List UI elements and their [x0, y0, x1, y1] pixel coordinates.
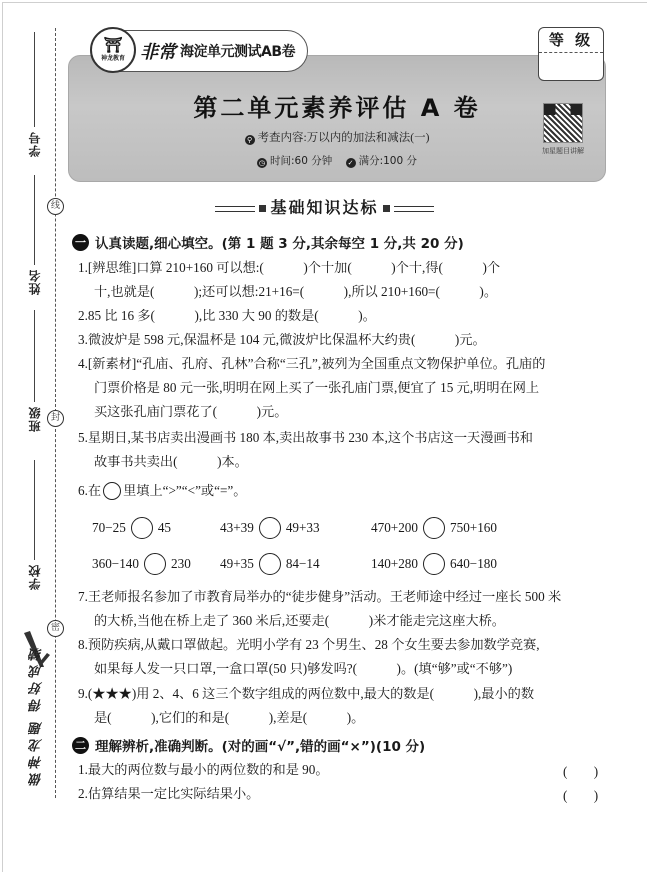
question-6-prefix: 6.在 [78, 483, 102, 498]
question-1-line-2: 十,也就是( );还可以想:21+16=( ),所以 210+160=( )。 [94, 284, 498, 299]
question-5-line-2: 故事书共卖出( )本。 [94, 454, 248, 469]
comparison-item [371, 553, 497, 575]
student-number-label: 学号 [27, 131, 42, 157]
section-1-heading [72, 232, 464, 252]
section-1-title: 认真读题,细心填空。(第 1 题 3 分,其余每空 1 分,共 20 分) [95, 236, 464, 252]
check-circle-icon: ✓ [346, 158, 356, 168]
judge-question-1: 1.最大的两位数与最小的两位数的和是 90。 [78, 762, 329, 777]
comparison-left: 70−25 [92, 520, 126, 535]
section-banner [0, 195, 649, 218]
comparison-right: 84−14 [285, 556, 320, 571]
section-2-title: 理解辨析,准确判断。(对的画“√”,错的画“×”)(10 分) [95, 739, 426, 755]
score-label: 满分:100 分 [358, 155, 418, 167]
slogan-good-grades: 得好成绩 [30, 644, 45, 712]
question-6-suffix: 里填上“>”“<”或“=”。 [123, 483, 247, 498]
cut-mark-line: 线 [47, 198, 64, 215]
comparison-left: 140+280 [371, 556, 418, 571]
comparison-right: 640−180 [450, 556, 497, 571]
comparison-row-2 [92, 553, 497, 575]
comparison-answer-circle[interactable] [131, 517, 153, 539]
cut-mark-secret: 密 [47, 620, 64, 637]
page-title: 第二单元素养评估 A 卷 [193, 94, 481, 122]
slogan-dragon-questions: 做神龙题 [30, 718, 45, 786]
meta-line [69, 153, 605, 168]
comparison-item [220, 517, 371, 539]
gate-icon: ⛩ [103, 36, 123, 54]
logo [90, 27, 136, 73]
logo-text: 神龙教育 [100, 55, 125, 62]
banner-rule-right [394, 206, 434, 212]
comparison-answer-circle[interactable] [259, 517, 281, 539]
question-7-line-1: 7.王老师报名参加了市教育局举办的“徒步健身”活动。王老师途中经过一座长 500 米 [78, 589, 562, 604]
search-icon: ⚲ [245, 135, 255, 145]
question-3: 3.微波炉是 598 元,保温杯是 104 元,微波炉比保温杯大约贵( )元。 [78, 332, 486, 347]
name-field[interactable] [26, 175, 42, 299]
question-1-line-1: 1.[辨思维]口算 210+160 可以想:( )个十加( )个十,得( )个 [78, 260, 501, 275]
name-label: 姓名 [27, 269, 42, 295]
banner-rule-left [215, 206, 255, 212]
comparison-right: 49+33 [285, 520, 320, 535]
section-2-heading [72, 735, 425, 755]
comparison-answer-circle[interactable] [144, 553, 166, 575]
grade-label: 等 级 [539, 28, 603, 53]
judge-answer-box-2[interactable]: ( ) [563, 788, 599, 803]
question-8-line-2: 如果每人发一只口罩,一盒口罩(50 只)够发吗?( )。(填“够”或“不够”) [94, 661, 513, 676]
judge-question-2: 2.估算结果一定比实际结果小。 [78, 786, 260, 801]
comparison-right: 230 [171, 556, 191, 571]
time-label: 时间:60 分钟 [269, 155, 333, 167]
brand-script: 非常 [140, 42, 176, 63]
banner-title: 基础知识达标 [270, 198, 379, 217]
clock-icon: ◷ [258, 159, 266, 167]
circle-icon [103, 482, 121, 500]
comparison-answer-circle[interactable] [259, 553, 281, 575]
class-label: 班级 [27, 406, 42, 432]
class-field[interactable] [26, 310, 42, 436]
comparison-left: 43+39 [220, 520, 254, 535]
comparison-left: 49+35 [220, 556, 254, 571]
section-1-badge: 一 [72, 234, 89, 251]
comparison-answer-circle[interactable] [423, 517, 445, 539]
student-number-field[interactable] [26, 32, 42, 161]
question-2: 2.85 比 16 多( ),比 330 大 90 的数是( )。 [78, 308, 376, 323]
content-text: 考查内容:万以内的加法和减法(一) [257, 132, 430, 144]
comparison-answer-circle[interactable] [423, 553, 445, 575]
section-2-badge: 二 [72, 737, 89, 754]
comparison-item [92, 553, 220, 575]
brand-badge [93, 30, 308, 72]
question-6-prompt [78, 482, 246, 500]
comparison-right: 45 [157, 520, 171, 535]
cut-mark-seal: 封 [47, 410, 64, 427]
header-panel [68, 55, 606, 182]
question-4-line-1: 4.[新素材]“孔庙、孔府、孔林”合称“三孔”,被列为全国重点文物保护单位。孔庙的 [78, 356, 546, 371]
question-9-line-1: 9.(★★★)用 2、4、6 这三个数字组成的两位数中,最大的数是( ),最小的数 [78, 686, 535, 701]
comparison-item [220, 553, 371, 575]
content-line [69, 129, 605, 145]
qr-code[interactable] [543, 103, 583, 143]
brand-name: 海淀单元测试AB卷 [180, 44, 296, 60]
school-label: 学校 [27, 564, 42, 590]
school-field[interactable] [26, 460, 42, 594]
question-4-line-3: 买这张孔庙门票花了( )元。 [94, 404, 288, 419]
question-5-line-1: 5.星期日,某书店卖出漫画书 180 本,卖出故事书 230 本,这个书店这一天漫画书和 [78, 430, 533, 445]
qr-caption: 加星题目讲解 [542, 147, 584, 155]
comparison-left: 360−140 [92, 556, 139, 571]
question-4-line-2: 门票价格是 80 元一张,明明在网上买了一张孔庙门票,便宜了 15 元,明明在网上 [94, 380, 540, 395]
comparison-left: 470+200 [371, 520, 418, 535]
comparison-row-1 [92, 517, 497, 539]
comparison-item [371, 517, 497, 539]
grade-box[interactable] [538, 27, 604, 81]
comparison-item [92, 517, 220, 539]
banner-ornament-left-icon [259, 205, 266, 212]
comparison-right: 750+160 [450, 520, 497, 535]
question-9-line-2: 是( ),它们的和是( ),差是( )。 [94, 710, 365, 725]
banner-ornament-right-icon [383, 205, 390, 212]
question-8-line-1: 8.预防疾病,从戴口罩做起。光明小学有 23 个男生、28 个女生要去参加数学竞赛, [78, 637, 540, 652]
question-7-line-2: 的大桥,当他在桥上走了 360 米后,还要走( )米才能走完这座大桥。 [94, 613, 505, 628]
judge-answer-box-1[interactable]: ( ) [563, 764, 599, 779]
